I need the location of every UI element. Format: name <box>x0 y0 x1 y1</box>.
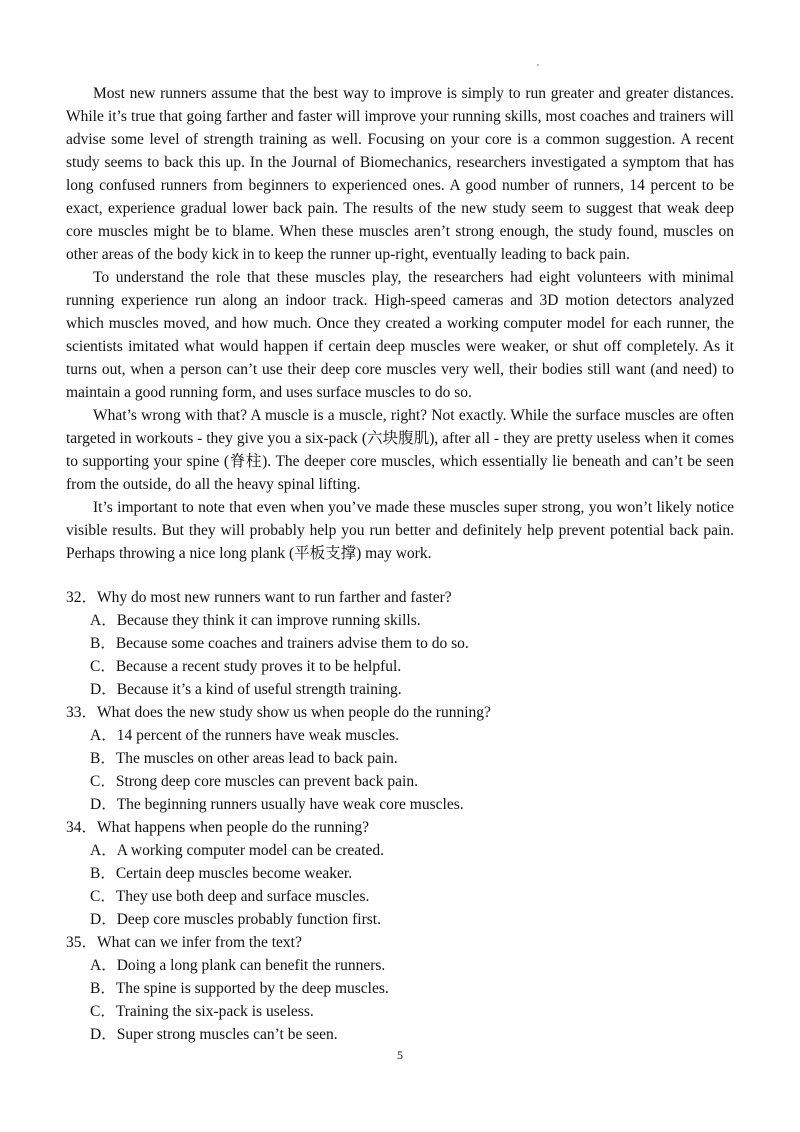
question-stem: 33．What does the new study show us when people do the running? <box>66 704 491 721</box>
passage-paragraph: What’s wrong with that? A muscle is a muscle, right? Not exactly. While the surface muscles are often targeted in workouts - they give you a six-pack (六块腹肌), after all - they are pretty useless when it comes to supporting your spine (脊柱). The deeper core muscles, which essentially lie beneath and can’t be seen from the outside, do all the heavy spinal lifting. <box>66 407 734 493</box>
answer-option: A．Because they think it can improve running skills. <box>90 612 421 629</box>
answer-option: B．The spine is supported by the deep muscles. <box>90 980 389 997</box>
answer-option: B．Certain deep muscles become weaker. <box>90 865 353 882</box>
answer-option: D．Super strong muscles can’t be seen. <box>90 1026 338 1043</box>
answer-option: B．The muscles on other areas lead to back pain. <box>90 750 398 767</box>
question-stem: 32．Why do most new runners want to run farther and faster? <box>66 589 452 606</box>
question-32 <box>66 586 734 701</box>
answer-option: A．Doing a long plank can benefit the runners. <box>90 957 386 974</box>
answer-option: A．A working computer model can be created. <box>90 842 384 859</box>
scan-speck <box>537 64 539 66</box>
passage-paragraph: To understand the role that these muscles play, the researchers had eight volunteers with minimal running experience run along an indoor track. High-speed cameras and 3D motion detectors analyzed which muscles moved, and how much. Once they created a working computer model for each runner, the scientists imitated what would happen if certain deep muscles were weaker, or shut off completely. As it turns out, when a person can’t use their deep core muscles very well, their bodies still want (and need) to maintain a good running form, and uses surface muscles to do so. <box>66 269 734 401</box>
question-stem: 34．What happens when people do the running? <box>66 819 370 836</box>
answer-option: C．Strong deep core muscles can prevent back pain. <box>90 773 418 790</box>
question-35 <box>66 931 734 1046</box>
answer-option: B．Because some coaches and trainers advise them to do so. <box>90 635 469 652</box>
answer-option: D．The beginning runners usually have weak core muscles. <box>90 796 464 813</box>
question-33 <box>66 701 734 816</box>
reading-passage <box>66 82 734 565</box>
answer-option: C．Because a recent study proves it to be helpful. <box>90 658 402 675</box>
page-number: 5 <box>397 1048 403 1062</box>
question-34 <box>66 816 734 931</box>
question-list <box>66 586 734 1046</box>
answer-option: D．Deep core muscles probably function first. <box>90 911 381 928</box>
question-stem: 35．What can we infer from the text? <box>66 934 302 951</box>
answer-option: A．14 percent of the runners have weak muscles. <box>90 727 400 744</box>
passage-paragraph: It’s important to note that even when you’ve made these muscles super strong, you won’t likely notice visible results. But they will probably help you run better and definitely help prevent potential back pain. Perhaps throwing a nice long plank (平板支撑) may work. <box>66 499 734 562</box>
answer-option: C．They use both deep and surface muscles. <box>90 888 370 905</box>
passage-paragraph: Most new runners assume that the best way to improve is simply to run greater and greater distances. While it’s true that going farther and faster will improve your running skills, most coaches and trainers will advise some level of strength training as well. Focusing on your core is a common suggestion. A recent study seems to back this up. In the Journal of Biomechanics, researchers investigated a symptom that has long confused runners from beginners to experienced ones. A good number of runners, 14 percent to be exact, experience gradual lower back pain. The results of the new study seem to suggest that weak deep core muscles might be to blame. When these muscles aren’t strong enough, the study found, muscles on other areas of the body kick in to keep the runner up-right, eventually leading to back pain. <box>66 85 734 263</box>
answer-option: C．Training the six-pack is useless. <box>90 1003 314 1020</box>
answer-option: D．Because it’s a kind of useful strength training. <box>90 681 402 698</box>
